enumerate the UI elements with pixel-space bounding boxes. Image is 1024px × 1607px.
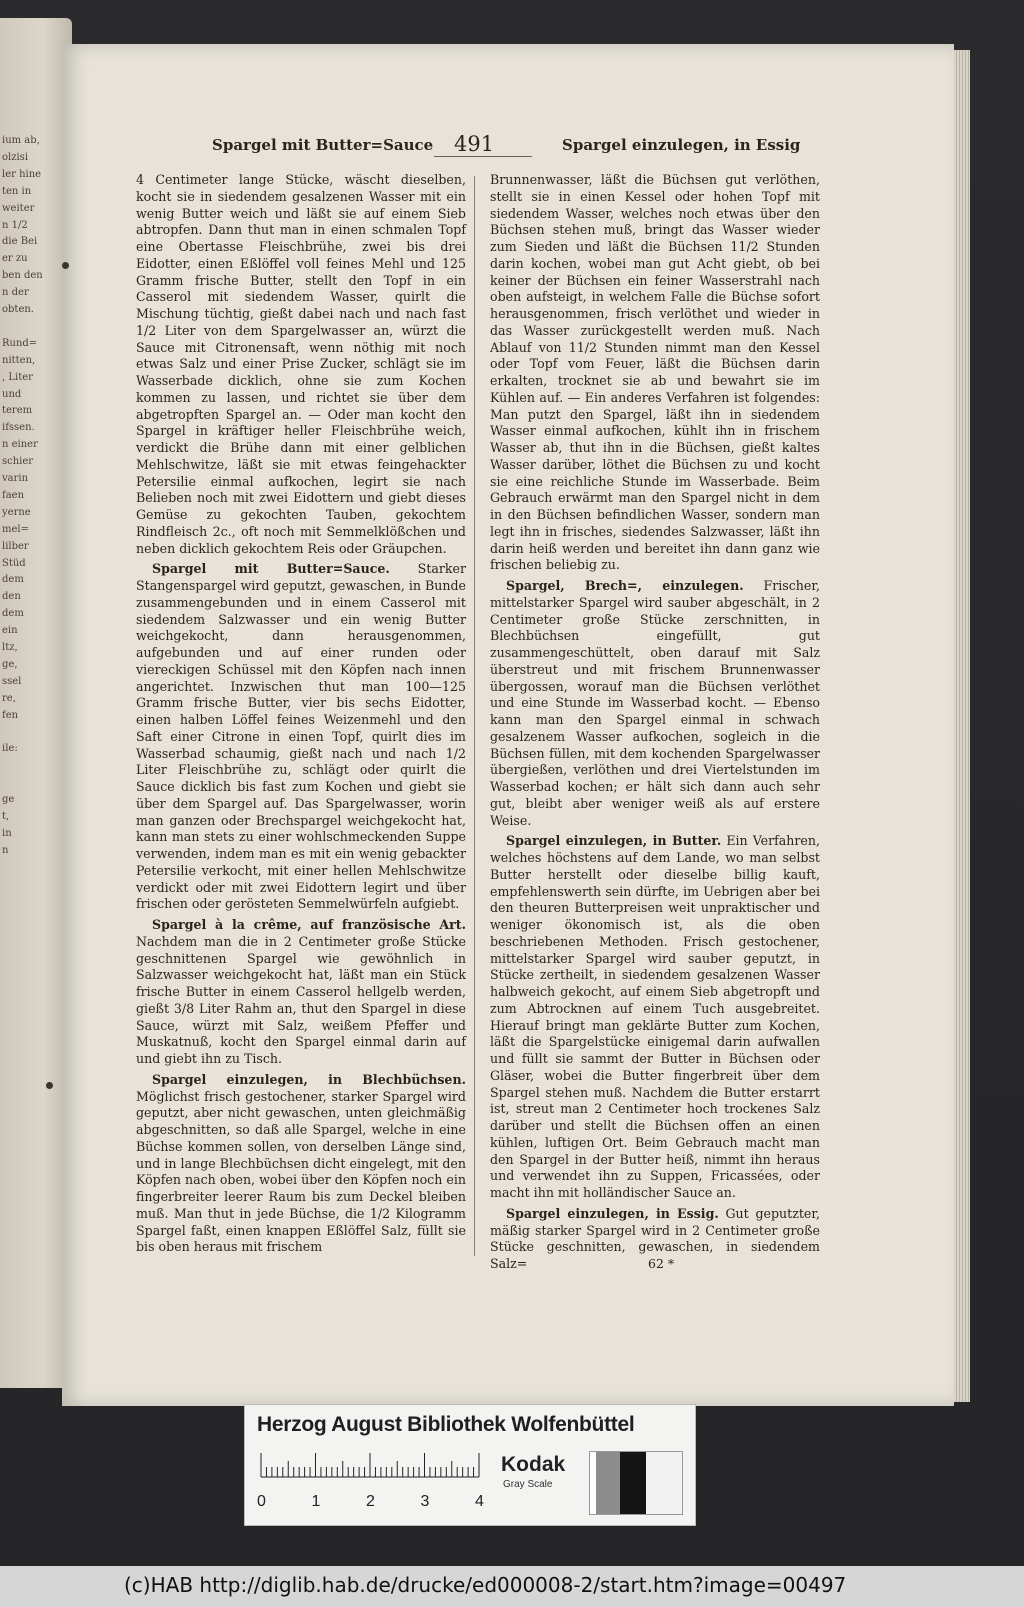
ruler-number: 3 <box>420 1493 430 1510</box>
prev-page-text-fragment: die Bei <box>2 236 38 248</box>
recipe-title: Spargel mit Butter=Sauce. <box>152 561 390 577</box>
running-header <box>62 132 954 162</box>
recipe-text: Gut geputzter, mäßig starker Spargel wird in 2 Centimeter große Stücke geschnitten, gewaschen, in siedendem Salz= <box>490 1205 821 1271</box>
prev-page-text-fragment: n einer <box>2 439 38 451</box>
prev-page-text-fragment: dem <box>2 608 24 620</box>
recipe-title: Spargel einzulegen, in Blechbüchsen. <box>152 1071 466 1087</box>
prev-page-text-fragment: und <box>2 388 22 400</box>
recipe-text: 4 Centimeter lange Stücke, wäscht dieselben, kocht sie in siedendem gesalzenen Wasser mit ein wenig Butter weich und läßt sie auf einem Sieb abtropfen. Dann thut man in einen schmalen Topf eine Obertasse Fleischbrühe, zwei bis drei Eidotter, einen Eßlöffel voll feines Mehl und 125 Gramm frische Butter, stellt den Topf in ein Casserol mit siedendem Wasser, quirlt die Mischung tüchtig, gießt dabei nach und nach fast 1/2 Liter von dem Spargelwasser an, würzt die Sauce mit Citronensaft, wenn nöthig mit noch etwas Salz und einer Prise Zucker, schlägt sie im Wasserbade dicklich, ohne sie zum Kochen kommen zu lassen, und richtet sie über dem abgetropften Spargel an. — Oder man kocht den Spargel in kräftiger heller Fleischbrühe weich, verdickt die Brühe dann mit einer gelblichen Mehlschwitze, läßt sie mit etwas feingehackter Petersilie einmal aufkochen, legirt sie nach Belieben noch mit zwei Eidottern und giebt dieses Gemüse zu gekochten Tauben, gekochtem Rindfleisch 2c., oft noch mit Semmelklößchen und neben dicklich gekochtem Reis oder Gräupchen. <box>136 172 466 556</box>
recipe-entry <box>490 578 820 829</box>
column-divider <box>474 176 475 1256</box>
recipe-entry <box>490 833 820 1202</box>
credit-text: (c)HAB http://diglib.hab.de/drucke/ed000008-2/start.htm?image=00497 <box>124 1573 847 1597</box>
recipe-title: Spargel einzulegen, in Butter. <box>506 833 722 849</box>
prev-page-text-fragment: ge, <box>2 658 18 670</box>
recipe-text: Möglichst frisch gestochener, starker Spargel wird geputzt, aber nicht gewaschen, unten gleichmäßig abgeschnitten, so daß alle Spargel, welche in eine Büchse kommen sollen, von derselben Länge sind, und in lange Blechbüchsen dicht eingelegt, mit den Köpfen nach oben, wobei über den Köpfen noch ein fingerbreiter leerer Raum bis zum Deckel bleiben muß. Man thut in jede Büchse, die 1/2 Kilogramm Spargel faßt, einen knappen Eßlöffel Salz, füllt sie bis oben heraus mit frischem <box>136 1088 466 1255</box>
prev-page-text-fragment: er zu <box>2 253 28 265</box>
prev-page-text-fragment: , Liter <box>2 371 33 383</box>
text-column-right <box>490 172 820 1272</box>
prev-page-text-fragment: obten. <box>2 304 34 315</box>
recipe-title: Spargel, Brech=, einzulegen. <box>506 578 744 593</box>
recipe-text: Brunnenwasser, läßt die Büchsen gut verlöthen, stellt sie in einen Kessel oder hohen Topf mit siedendem Wasser, welches noch etwas über den Büchsen stehen muß, bringt das Wasser wieder zum Sieden und läßt die Büchsen 11/2 Stunden darin kochen, wobei man gut Acht giebt, ob bei keiner der Büchsen ein feiner Wasserstrahl nach oben aufsteigt, in welchem Falle die Büchse sofort herausgenommen, frisch verlöthet und wieder in das Wasser zurückgestellt werden muß. Nach Ablauf von 11/2 Stunden nimmt man den Kessel oder Topf vom Feuer, läßt die Büchsen darin erkalten, trocknet sie ab und bewahrt sie im Kühlen auf. — Ein anderes Verfahren ist folgendes: Man putzt den Spargel, läßt ihn in siedendem Wasser einmal aufkochen, kühlt ihn in frischem Wasser ab, thut ihn in die Büchsen, gießt kaltes Wasser darüber, löthet die Büchsen zu und kocht sie eine reichliche Stunde im Wasserbade. Beim Gebrauch erwärmt man den Spargel nicht in dem in den Büchsen befindlichen Wasser, sondern man legt ihn in frisches, siedendes Salzwasser, läßt ihn darin heiß werden und bereitet ihn dann ganz wie frischen beliebig zu. <box>490 172 820 573</box>
prev-page-text-fragment: ten in <box>2 185 32 197</box>
gray-swatch <box>596 1452 620 1514</box>
prev-page-text-fragment: n 1/2 <box>2 219 28 231</box>
signature-mark: 62 * <box>648 1256 675 1271</box>
text-paragraph <box>136 172 466 557</box>
prev-page-text-fragment: ssel <box>2 675 22 687</box>
credit-bar <box>0 1566 1024 1607</box>
prev-page-text-fragment: lilber <box>2 540 29 552</box>
recipe-entry <box>136 917 466 1068</box>
text-paragraph <box>490 172 820 574</box>
prev-page-text-fragment: mel= <box>2 523 29 535</box>
prev-page-text-fragment: Stüd <box>2 557 26 569</box>
gray-swatch <box>620 1452 646 1514</box>
ruler-number: 4 <box>475 1493 484 1510</box>
prev-page-text-fragment: fen <box>2 709 19 721</box>
prev-page-text-fragment: olzisi <box>2 151 29 163</box>
prev-page-text-fragment: n der <box>2 287 29 299</box>
recipe-text: Starker Stangenspargel wird geputzt, gewaschen, in Bunde zusammengebunden und in einem Casserol mit siedendem Salzwasser und ein wenig Butter weichgekocht, dann herausgenommen, aufgebunden und auf einer runden oder viereckigen Schüssel mit den Köpfen nach innen angerichtet. Inzwischen thut man 100—125 Gramm frische Butter, vier bis sechs Eidotter, einen halben Löffel feines Weizenmehl und den Saft einer Citrone in einen Topf, quirlt dies im Wasserbad schaumig, gießt nach und nach 1/2 Liter Fleischbrühe zu, schlägt oder quirlt die Sauce dicklich bis fast zum Kochen und giebt sie über dem Spargel auf. Das Spargelwasser, worin man ganzen oder Brechspargel weichgekocht hat, kann man stets zu einer wohlschmeckenden Suppe verwenden, indem man es mit ein wenig gebackter Petersilie verkocht, mit einer hellen Mehlschwitze verdickt oder mit zwei Eidottern legirt und über frischen oder gerösteten Semmelwürfeln aufgiebt. <box>136 561 467 912</box>
ruler-number: 2 <box>366 1493 375 1510</box>
prev-page-text-fragment: nitten, <box>2 354 36 366</box>
prev-page-text-fragment: schier <box>2 456 34 468</box>
recipe-text: Frischer, mittelstarker Spargel wird sauber abgeschält, in 2 Centimeter große Stücke zerschnitten, in Blechbüchsen eingefüllt, gut zusammengeschüttelt, oben darauf mit Salz überstreut und mit frischem Brunnenwasser übergossen, worauf man die Büchsen verlöthet und eine Stunde im Wasserbad kocht. — Ebenso kann man den Spargel einmal in schwach gesalzenem Wasser aufkochen, sogleich in die Büchsen füllen, mit dem kochenden Spargelwasser übergießen, verlöthen und drei Viertelstunden im Wasserbad kochen; er hält sich dann auch sehr gut, bleibt aber weniger weiß als auf erstere Weise. <box>490 578 821 828</box>
header-rule <box>434 156 532 157</box>
binding-hole <box>62 262 69 269</box>
color-target-card <box>244 1404 696 1526</box>
prev-page-text-fragment: ben den <box>2 270 43 282</box>
library-name: Herzog August Bibliothek Wolfenbüttel <box>257 1413 635 1436</box>
prev-page-text-fragment: t, <box>2 811 10 822</box>
prev-page-text-fragment: in <box>2 827 12 839</box>
prev-page-text-fragment: den <box>2 591 21 603</box>
recipe-text: Nachdem man die in 2 Centimeter große Stücke geschnittenen Spargel wie gewöhnlich in Salzwasser weichgekocht hat, läßt man ein Stück frische Butter in einem Casserol hellgelb werden, gießt 3/8 Liter Rahm an, thut den Spargel in diese Sauce, würzt mit Salz, weißem Pfeffer und Muskatnuß, kocht den Spargel einmal darin auf und giebt ihn zu Tisch. <box>136 933 466 1066</box>
prev-page-text-fragment: ein <box>2 625 18 637</box>
gray-swatch <box>646 1452 682 1514</box>
prev-page-text-fragment: yerne <box>2 506 31 518</box>
prev-page-text-fragment: varin <box>2 473 29 484</box>
book-page <box>62 44 954 1406</box>
prev-page-text-fragment: ltz, <box>2 642 18 653</box>
prev-page-text-fragment: faen <box>2 489 25 501</box>
binding-hole <box>46 1082 53 1089</box>
ruler-number: 1 <box>311 1493 321 1510</box>
prev-page-text-fragment: re, <box>2 692 16 704</box>
prev-page-text-fragment: dem <box>2 574 24 586</box>
prev-page-text-fragment: Rund= <box>2 337 38 349</box>
prev-page-text-fragment: ge <box>2 794 15 806</box>
prev-page-text-fragment: weiter <box>2 202 35 214</box>
brand-subtitle: Gray Scale <box>503 1479 553 1490</box>
page-number: 491 <box>454 132 495 156</box>
prev-page-text-fragment: ile: <box>2 743 18 755</box>
recipe-entry <box>136 561 466 913</box>
header-right: Spargel einzulegen, in Essig <box>562 136 801 154</box>
ruler-number: 0 <box>257 1493 266 1510</box>
prev-page-text-fragment: n <box>2 844 9 856</box>
recipe-title: Spargel einzulegen, in Essig. <box>506 1205 719 1221</box>
prev-page-text-fragment: ifssen. <box>2 422 35 434</box>
brand-logo: Kodak <box>501 1453 566 1476</box>
text-column-left <box>136 172 466 1272</box>
recipe-text: Ein Verfahren, welches höchstens auf dem Lande, wo man selbst Butter herstellt oder dieselbe billig kauft, empfehlenswerth sein dürfte, im Uebrigen aber bei den theuren Butterpreisen weit unpraktischer und weniger ökonomisch ist, als die oben beschriebenen Methoden. Frisch gestochener, mittelstarker Spargel wird sauber geputzt, in Stücke zertheilt, in siedendem gesalzenen Wasser halbweich gekocht, auf einem Sieb abgetropft und zum Abtrocknen auf einem Tuch ausgebreitet. Hierauf bringt man geklärte Butter zum Kochen, läßt die Spargelstücke einigemal darin aufwallen und füllt sie sammt der Butter in Büchsen oder Gläser, wobei die Butter fingerbreit über dem Spargel stehen muß. Nachdem die Butter erstarrt ist, streut man 2 Centimeter hoch trockenes Salz darüber und stellt die Büchsen offen an einen kühlen, luftigen Ort. Beim Gebrauch macht man den Spargel in der Butter heiß, nimmt ihn heraus und verwendet ihn zu Suppen, Fricassées, oder macht ihn mit holländischer Sauce an. <box>490 833 820 1200</box>
recipe-entry <box>136 1072 466 1256</box>
recipe-title: Spargel à la crême, auf französische Art. <box>152 917 466 932</box>
prev-page-text-fragment: ium ab, <box>2 135 40 146</box>
prev-page-text-fragment: ler hine <box>2 168 42 180</box>
gray-swatches <box>589 1451 683 1515</box>
header-left: Spargel mit Butter=Sauce <box>212 136 434 154</box>
prev-page-text-fragment: terem <box>2 405 33 417</box>
scale-ruler <box>257 1453 483 1479</box>
